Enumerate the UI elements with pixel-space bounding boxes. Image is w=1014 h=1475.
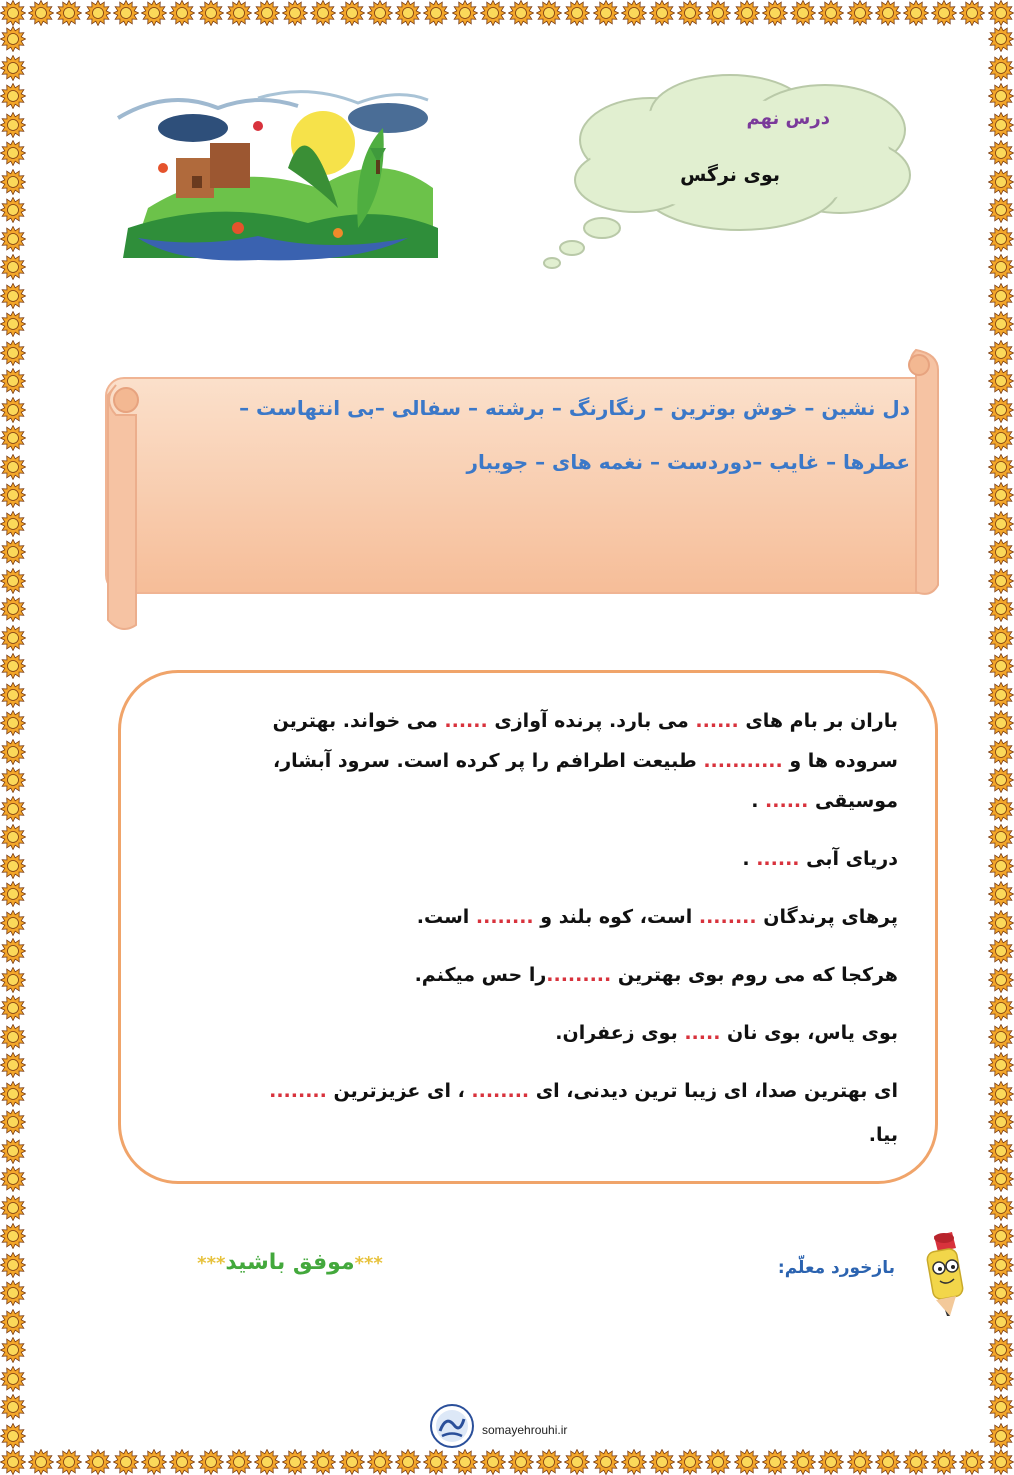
border-sun-ornament	[988, 938, 1014, 964]
border-sun-ornament	[0, 824, 26, 850]
border-sun-ornament	[480, 0, 506, 26]
border-sun-ornament	[0, 197, 26, 223]
stars-right: ***	[197, 1253, 226, 1274]
blank: ......	[756, 848, 800, 870]
border-sun-ornament	[0, 1394, 26, 1420]
text: ای بهترین صدا، ای زیبا ترین دیدنی، ای	[529, 1080, 898, 1102]
exercise-line-5	[175, 906, 898, 928]
border-sun-ornament	[0, 1252, 26, 1278]
border-sun-ornament	[0, 226, 26, 252]
border-sun-ornament	[0, 881, 26, 907]
text: است، کوه بلند و	[533, 906, 699, 928]
border-sun-ornament	[734, 1449, 760, 1475]
good-luck-message	[180, 1250, 400, 1275]
border-sun-ornament	[988, 995, 1014, 1021]
border-sun-ornament	[0, 1081, 26, 1107]
border-sun-ornament	[649, 0, 675, 26]
border-sun-ornament	[28, 0, 54, 26]
border-sun-ornament	[705, 1449, 731, 1475]
border-sun-ornament	[395, 1449, 421, 1475]
page-border-bottom	[0, 1449, 1014, 1475]
border-sun-ornament	[0, 1449, 26, 1475]
text: بوی یاس، بوی نان	[720, 1022, 898, 1044]
border-sun-ornament	[677, 0, 703, 26]
exercise-line-1	[175, 710, 898, 732]
border-sun-ornament	[0, 482, 26, 508]
border-sun-ornament	[0, 83, 26, 109]
border-sun-ornament	[0, 682, 26, 708]
border-sun-ornament	[113, 0, 139, 26]
border-sun-ornament	[988, 197, 1014, 223]
border-sun-ornament	[198, 1449, 224, 1475]
border-sun-ornament	[988, 1449, 1014, 1475]
border-sun-ornament	[310, 0, 336, 26]
exercise-line-2	[175, 750, 898, 772]
border-sun-ornament	[988, 283, 1014, 309]
exercise-line-6	[175, 964, 898, 986]
border-sun-ornament	[988, 1024, 1014, 1050]
border-sun-ornament	[988, 1337, 1014, 1363]
border-sun-ornament	[0, 853, 26, 879]
border-sun-ornament	[988, 454, 1014, 480]
text: بوی زعفران.	[555, 1022, 685, 1044]
text: .	[751, 790, 766, 812]
border-sun-ornament	[988, 739, 1014, 765]
text: را حس میکنم.	[414, 964, 547, 986]
border-sun-ornament	[847, 0, 873, 26]
border-sun-ornament	[339, 0, 365, 26]
border-sun-ornament	[113, 1449, 139, 1475]
border-sun-ornament	[0, 767, 26, 793]
border-sun-ornament	[649, 1449, 675, 1475]
exercise-line-4	[175, 848, 898, 870]
border-sun-ornament	[988, 568, 1014, 594]
blank: .....	[684, 1022, 721, 1044]
border-sun-ornament	[0, 55, 26, 81]
border-sun-ornament	[0, 169, 26, 195]
border-sun-ornament	[0, 368, 26, 394]
page-border-left	[0, 26, 26, 1449]
blank: ......	[695, 710, 739, 732]
border-sun-ornament	[988, 26, 1014, 52]
border-sun-ornament	[988, 1138, 1014, 1164]
border-sun-ornament	[0, 112, 26, 138]
border-sun-ornament	[0, 910, 26, 936]
border-sun-ornament	[988, 55, 1014, 81]
lesson-title: بوی نرگس	[680, 164, 780, 186]
border-sun-ornament	[0, 1052, 26, 1078]
border-sun-ornament	[56, 1449, 82, 1475]
page-border-top	[0, 0, 1014, 26]
border-sun-ornament	[988, 682, 1014, 708]
border-sun-ornament	[988, 1423, 1014, 1449]
text: باران بر بام های	[738, 710, 898, 732]
border-sun-ornament	[988, 539, 1014, 565]
lesson-number: درس نهم	[746, 108, 830, 129]
text: بیا.	[868, 1124, 898, 1146]
teacher-feedback-label: بازخورد معلّم:	[777, 1258, 895, 1278]
border-sun-ornament	[988, 596, 1014, 622]
border-sun-ornament	[282, 0, 308, 26]
border-sun-ornament	[0, 1195, 26, 1221]
text: هرکجا که می روم بوی بهترین	[611, 964, 898, 986]
border-sun-ornament	[0, 397, 26, 423]
border-sun-ornament	[423, 1449, 449, 1475]
border-sun-ornament	[875, 1449, 901, 1475]
border-sun-ornament	[367, 1449, 393, 1475]
border-sun-ornament	[452, 0, 478, 26]
blank: ........	[698, 906, 757, 928]
blank: ........	[269, 1080, 327, 1102]
border-sun-ornament	[988, 83, 1014, 109]
border-sun-ornament	[282, 1449, 308, 1475]
blank: ......	[765, 790, 809, 812]
vocabulary-line-2: عطرها – غایب –دوردست – نغمه های – جویبار	[466, 450, 910, 474]
border-sun-ornament	[988, 1280, 1014, 1306]
stars-left: ***	[354, 1253, 383, 1274]
border-sun-ornament	[988, 767, 1014, 793]
border-sun-ornament	[988, 482, 1014, 508]
border-sun-ornament	[818, 0, 844, 26]
border-sun-ornament	[790, 0, 816, 26]
border-sun-ornament	[0, 710, 26, 736]
good-luck-text: موفق باشید	[225, 1250, 355, 1275]
border-sun-ornament	[564, 0, 590, 26]
border-sun-ornament	[0, 1337, 26, 1363]
border-sun-ornament	[0, 1109, 26, 1135]
exercise-line-3	[175, 790, 898, 812]
border-sun-ornament	[988, 425, 1014, 451]
border-sun-ornament	[705, 0, 731, 26]
border-sun-ornament	[0, 454, 26, 480]
border-sun-ornament	[734, 0, 760, 26]
border-sun-ornament	[988, 967, 1014, 993]
text: است.	[416, 906, 476, 928]
border-sun-ornament	[988, 853, 1014, 879]
border-sun-ornament	[536, 1449, 562, 1475]
border-sun-ornament	[0, 568, 26, 594]
border-sun-ornament	[988, 710, 1014, 736]
border-sun-ornament	[988, 796, 1014, 822]
border-sun-ornament	[988, 112, 1014, 138]
border-sun-ornament	[0, 0, 26, 26]
border-sun-ornament	[310, 1449, 336, 1475]
border-sun-ornament	[847, 1449, 873, 1475]
border-sun-ornament	[0, 340, 26, 366]
border-sun-ornament	[988, 340, 1014, 366]
border-sun-ornament	[0, 938, 26, 964]
border-sun-ornament	[85, 1449, 111, 1475]
border-sun-ornament	[988, 169, 1014, 195]
border-sun-ornament	[762, 0, 788, 26]
border-sun-ornament	[988, 226, 1014, 252]
border-sun-ornament	[988, 397, 1014, 423]
text: می خواند. بهترین	[272, 710, 445, 732]
border-sun-ornament	[0, 311, 26, 337]
vocabulary-scroll	[96, 340, 946, 635]
border-sun-ornament	[0, 1024, 26, 1050]
border-sun-ornament	[988, 910, 1014, 936]
border-sun-ornament	[0, 625, 26, 651]
border-sun-ornament	[931, 0, 957, 26]
border-sun-ornament	[988, 881, 1014, 907]
border-sun-ornament	[536, 0, 562, 26]
border-sun-ornament	[395, 0, 421, 26]
border-sun-ornament	[141, 0, 167, 26]
exercise-line-9	[175, 1124, 898, 1146]
border-sun-ornament	[931, 1449, 957, 1475]
border-sun-ornament	[988, 368, 1014, 394]
exercise-line-8	[175, 1080, 898, 1102]
text: موسیقی	[808, 790, 898, 812]
border-sun-ornament	[0, 796, 26, 822]
border-sun-ornament	[0, 140, 26, 166]
blank: ......	[444, 710, 488, 732]
landscape-illustration	[108, 88, 438, 263]
exercise-line-7	[175, 1022, 898, 1044]
border-sun-ornament	[988, 1309, 1014, 1335]
border-sun-ornament	[28, 1449, 54, 1475]
border-sun-ornament	[988, 1195, 1014, 1221]
border-sun-ornament	[988, 1109, 1014, 1135]
border-sun-ornament	[988, 311, 1014, 337]
border-sun-ornament	[339, 1449, 365, 1475]
border-sun-ornament	[508, 0, 534, 26]
site-logo-icon	[428, 1403, 476, 1449]
border-sun-ornament	[818, 1449, 844, 1475]
blank: ........	[471, 1080, 530, 1102]
text: .	[742, 848, 757, 870]
border-sun-ornament	[0, 283, 26, 309]
border-sun-ornament	[988, 511, 1014, 537]
text: ، ای عزیزترین	[326, 1080, 472, 1102]
border-sun-ornament	[988, 140, 1014, 166]
border-sun-ornament	[762, 1449, 788, 1475]
border-sun-ornament	[903, 0, 929, 26]
border-sun-ornament	[621, 0, 647, 26]
border-sun-ornament	[988, 1252, 1014, 1278]
border-sun-ornament	[0, 1166, 26, 1192]
text: طبیعت اطرافم را پر کرده است. سرود آبشار،	[272, 750, 704, 772]
blank: .........	[546, 964, 612, 986]
border-sun-ornament	[903, 1449, 929, 1475]
blank: ...........	[703, 750, 783, 772]
border-sun-ornament	[141, 1449, 167, 1475]
border-sun-ornament	[621, 1449, 647, 1475]
border-sun-ornament	[0, 1138, 26, 1164]
border-sun-ornament	[0, 1223, 26, 1249]
border-sun-ornament	[564, 1449, 590, 1475]
border-sun-ornament	[198, 0, 224, 26]
blank: ........	[475, 906, 534, 928]
border-sun-ornament	[988, 824, 1014, 850]
border-sun-ornament	[0, 511, 26, 537]
border-sun-ornament	[677, 1449, 703, 1475]
vocabulary-line-1: دل نشین – خوش بوترین – رنگارنگ – برشته – سفالی –بی انتهاست –	[239, 396, 910, 420]
border-sun-ornament	[0, 995, 26, 1021]
border-sun-ornament	[988, 0, 1014, 26]
border-sun-ornament	[875, 0, 901, 26]
border-sun-ornament	[367, 0, 393, 26]
border-sun-ornament	[0, 1280, 26, 1306]
border-sun-ornament	[0, 1309, 26, 1335]
border-sun-ornament	[0, 967, 26, 993]
border-sun-ornament	[452, 1449, 478, 1475]
border-sun-ornament	[0, 539, 26, 565]
page-border-right	[988, 26, 1014, 1449]
border-sun-ornament	[988, 653, 1014, 679]
border-sun-ornament	[988, 1052, 1014, 1078]
text: پرهای پرندگان	[756, 906, 898, 928]
border-sun-ornament	[226, 1449, 252, 1475]
border-sun-ornament	[959, 1449, 985, 1475]
border-sun-ornament	[959, 0, 985, 26]
border-sun-ornament	[0, 653, 26, 679]
border-sun-ornament	[988, 1394, 1014, 1420]
border-sun-ornament	[988, 1366, 1014, 1392]
border-sun-ornament	[169, 0, 195, 26]
border-sun-ornament	[0, 254, 26, 280]
text: می بارد. پرنده آوازی	[487, 710, 696, 732]
border-sun-ornament	[988, 625, 1014, 651]
text: دریای آبی	[799, 848, 898, 870]
border-sun-ornament	[254, 0, 280, 26]
border-sun-ornament	[56, 0, 82, 26]
site-url: somayehrouhi.ir	[482, 1423, 568, 1437]
border-sun-ornament	[169, 1449, 195, 1475]
text: سروده ها و	[782, 750, 898, 772]
border-sun-ornament	[0, 596, 26, 622]
border-sun-ornament	[0, 425, 26, 451]
border-sun-ornament	[85, 0, 111, 26]
border-sun-ornament	[0, 739, 26, 765]
border-sun-ornament	[0, 26, 26, 52]
border-sun-ornament	[988, 1166, 1014, 1192]
border-sun-ornament	[423, 0, 449, 26]
border-sun-ornament	[480, 1449, 506, 1475]
pencil-mascot-icon	[912, 1228, 972, 1320]
border-sun-ornament	[988, 1223, 1014, 1249]
border-sun-ornament	[254, 1449, 280, 1475]
border-sun-ornament	[508, 1449, 534, 1475]
border-sun-ornament	[988, 254, 1014, 280]
border-sun-ornament	[593, 1449, 619, 1475]
border-sun-ornament	[226, 0, 252, 26]
border-sun-ornament	[0, 1366, 26, 1392]
border-sun-ornament	[593, 0, 619, 26]
border-sun-ornament	[0, 1423, 26, 1449]
border-sun-ornament	[988, 1081, 1014, 1107]
border-sun-ornament	[790, 1449, 816, 1475]
